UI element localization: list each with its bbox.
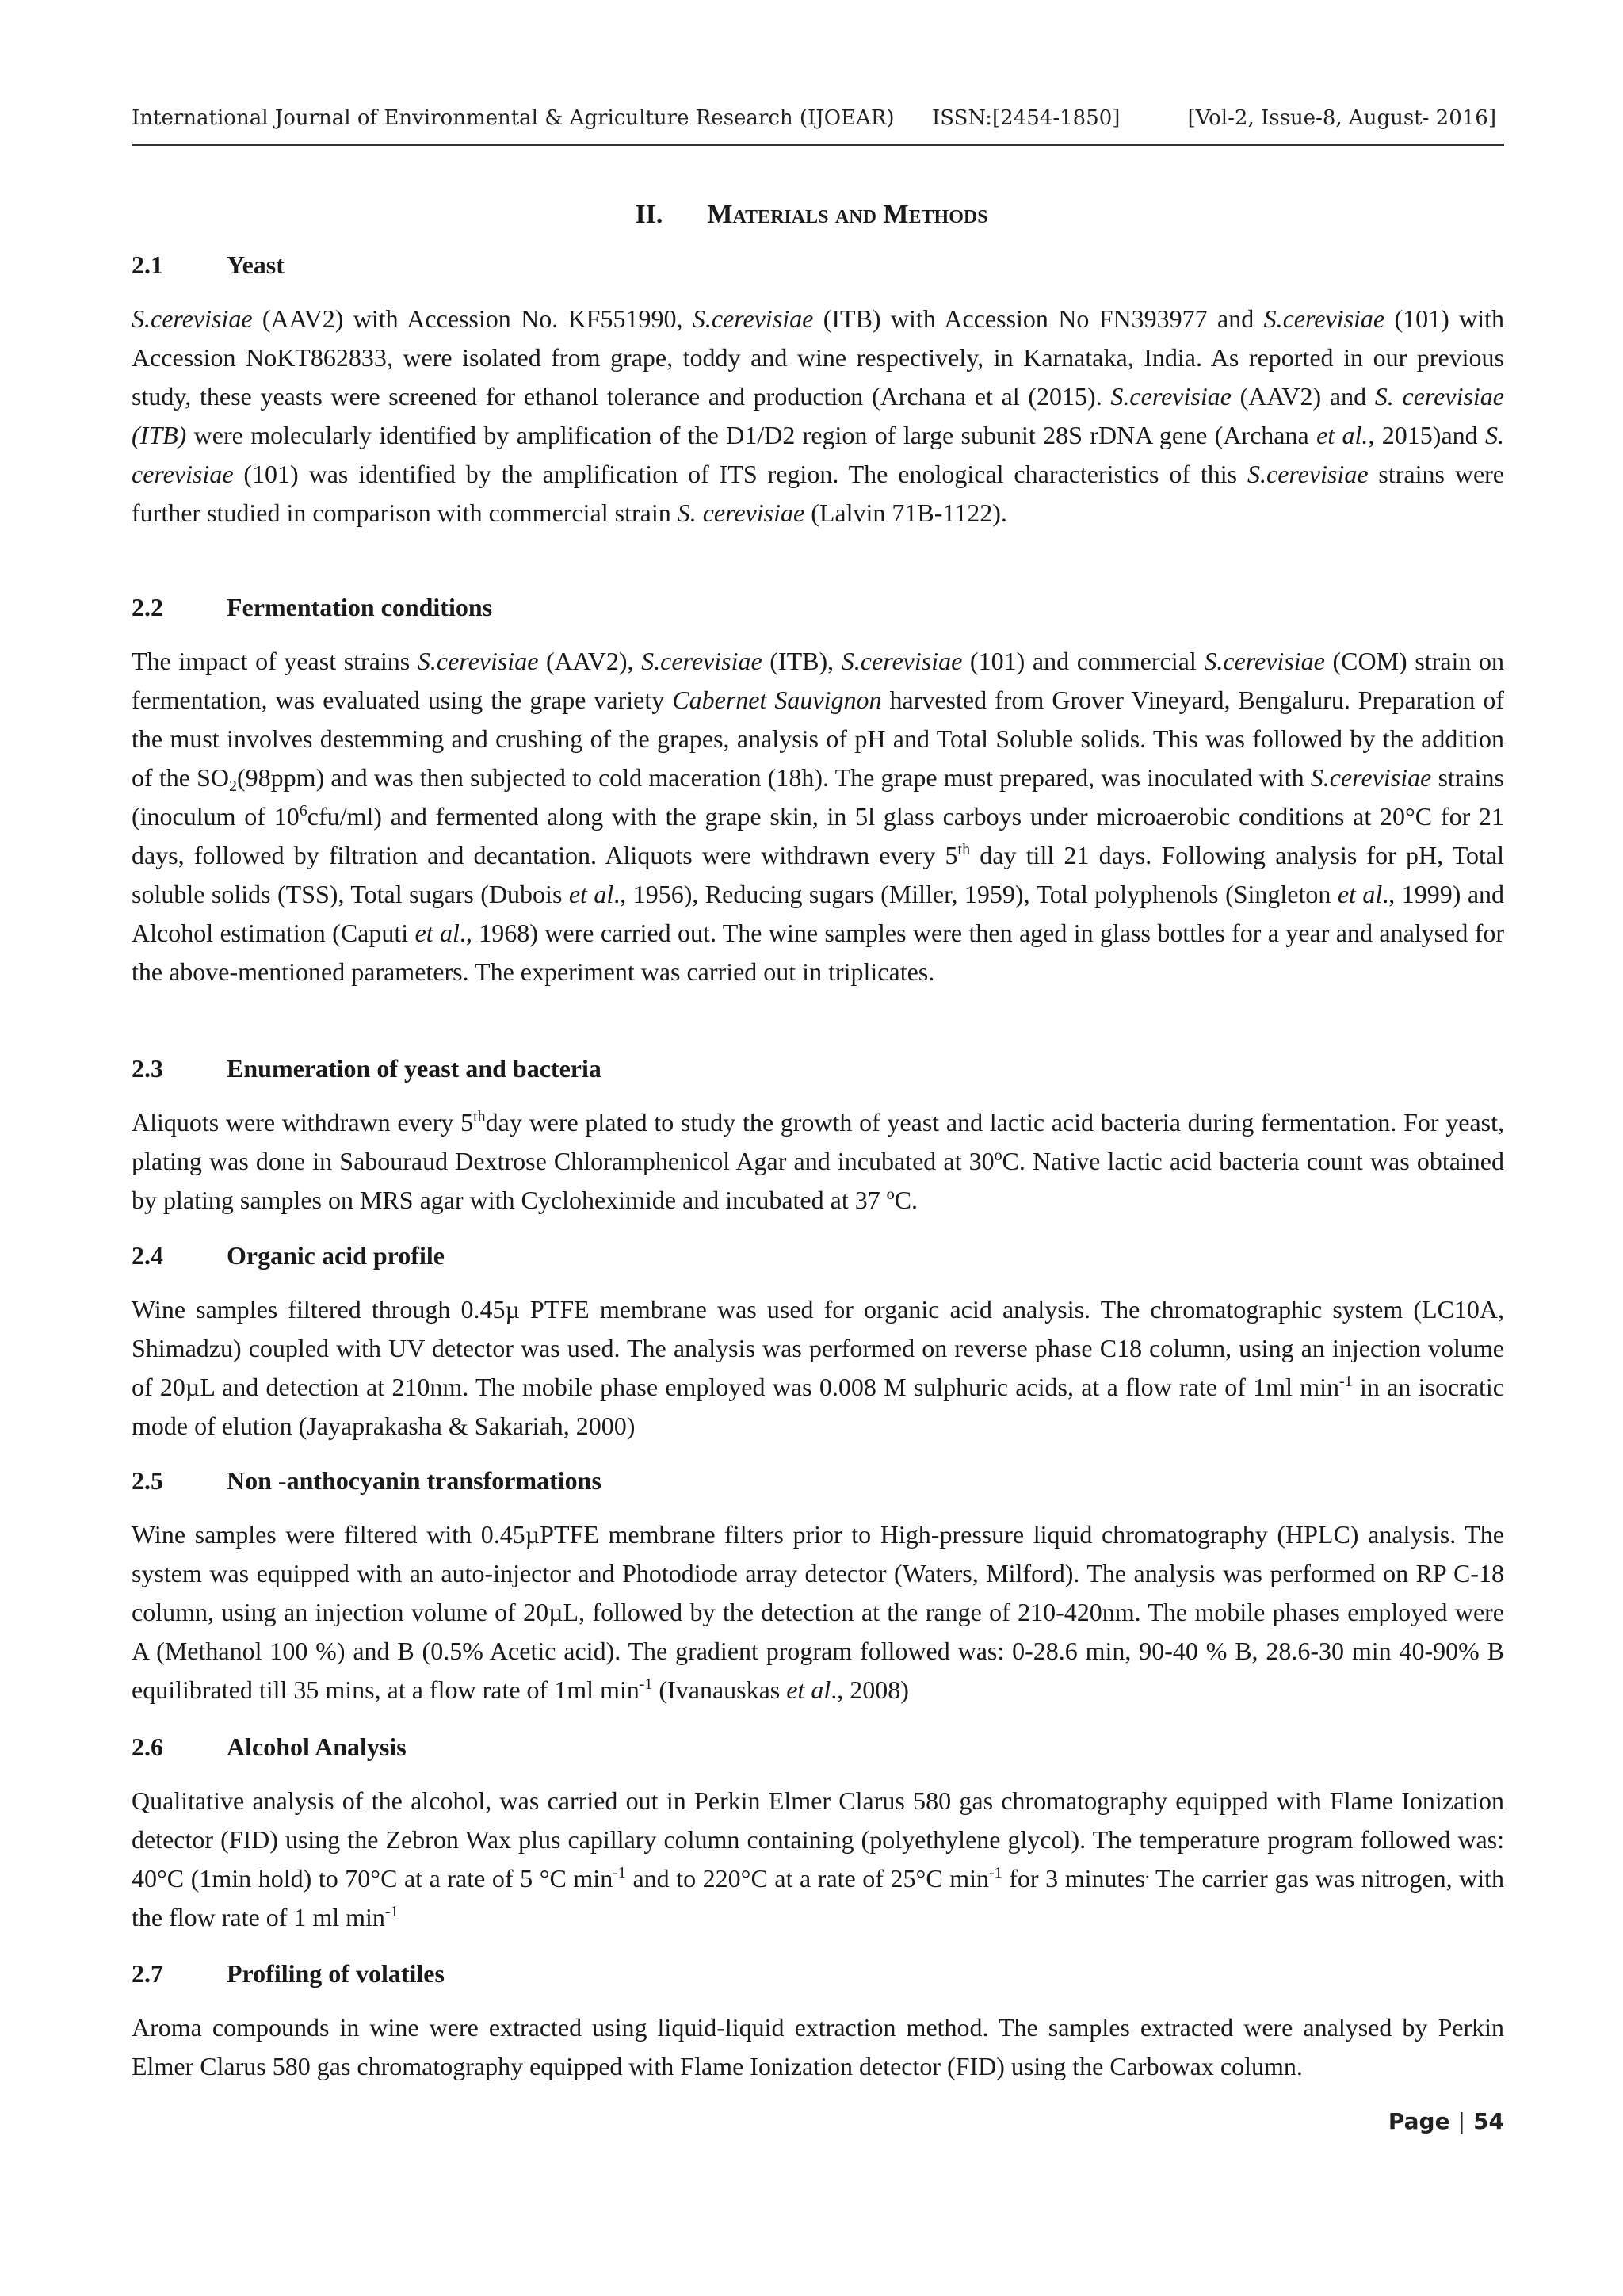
paragraph-enumeration [132,1103,1504,1220]
text-run: day were plated to study the growth of yeast and lactic acid bacteria during fermentation. For yeast, plating was done in Sabouraud Dextrose Chloramphenicol Agar and incubated at 30ºC. Native lactic acid bacteria count was obtained by plating samples on MRS agar with Cycloheximide and incubated at 37 ºC. [132,1108,1505,1214]
text-run: et al [786,1675,831,1704]
issn: ISSN:[2454-1850] [932,106,1121,130]
text-run: -1 [613,1864,626,1881]
text-run: S. cerevisiae [677,499,805,527]
text-run: ., 1956), Reducing sugars (Miller, 1959), Total polyphenols (Singleton [613,880,1338,908]
text-run: -1 [1339,1373,1353,1390]
subsection-heading-2-4 [132,1241,445,1270]
text-run: ., 1968) were carried out. The wine samples were then aged in glass bottles for a year and analysed for the above-mentioned parameters. The experiment was carried out in triplicates. [132,919,1505,986]
running-header [132,100,1504,146]
subsection-number: 2.7 [132,1959,163,1988]
subsection-number: 2.4 [132,1241,163,1270]
text-run: S.cerevisiae [1204,647,1325,675]
paragraph-volatiles [132,2008,1504,2086]
text-run: The impact of yeast strains [132,647,418,675]
text-run: Cabernet Sauvignon [672,686,882,714]
section-name: Materials and Methods [707,200,988,229]
text-run: S. cerevisiae [132,421,1505,488]
text-run: in an isocratic mode of elution (Jayaprakasha & Sakariah, 2000) [132,1373,1505,1440]
text-run: S.cerevisiae [1110,382,1232,411]
text-run: (COM) strain on fermentation [132,647,1505,714]
volume-issue: [Vol-2, Issue-8, August- 2016] [1187,106,1496,130]
text-run: Wine samples were filtered with 0.45µPTFE membrane filters prior to High-pressure liquid chromatography (HPLC) analysis. The system was equipped with an auto-injector and Photodiode array detector (Waters, Milford). The analysis was performed on RP C-18 column, using an injection volume of 20µL, followed by the detection at the range of 210-420nm. The mobile phases employed were A (Methanol 100 %) and B (0.5% Acetic acid). The gradient program followed was: 0-28.6 min, 90-40 % B, 28.6-30 min 40-90% B equilibrated till 35 mins, at a flow rate of 1ml min [132,1520,1504,1704]
text-run: S.cerevisiae [132,304,253,333]
text-run: (Lalvin 71B-1122). [804,499,1007,527]
text-run: (101) with Accession NoKT862833, were isolated from grape, toddy and wine respectively, in Karnataka, India. As reported in our previous study, these yeasts were screened for ethanol tolerance and production (Archana et al (2015). [132,304,1505,411]
text-run: . [1145,1864,1150,1881]
subsection-title: Profiling of volatiles [227,1959,445,1988]
text-run: Aliquots were withdrawn every 5 [132,1108,474,1137]
text-run: (98ppm) and was then subjected to cold maceration (18h). The grape must prepared, was inoculated with [237,763,1311,792]
text-run: 2 [229,777,238,795]
page-number: 54 [1473,2108,1504,2134]
text-run: ., 1999) and Alcohol estimation (Caputi [132,880,1505,947]
text-run: (AAV2), [538,647,642,675]
subsection-heading-2-3 [132,1054,601,1083]
paragraph-fermentation [132,642,1504,991]
text-run: day till 21 days. Following analysis for pH, Total soluble solids (TSS), Total sugars (Dubois [132,841,1505,908]
text-run: th [473,1108,486,1125]
paragraph-non-anthocyanin [132,1515,1504,1710]
text-run: S. cerevisiae (ITB) [132,382,1505,449]
text-run: -1 [639,1675,653,1693]
text-run: S.cerevisiae [1247,460,1369,488]
text-run: Wine samples filtered through 0.45µ PTFE membrane was used for organic acid analysis. The chromatographic system (LC10A, Shimadzu) coupled with UV detector was used. The analysis was performed on reverse phase C18 column, using an injection volume of 20µL and detection at 210nm. The mobile phase employed was 0.008 M sulphuric acids, at a flow rate of 1ml min [132,1295,1504,1401]
text-run: (ITB), [762,647,842,675]
subsection-title: Fermentation conditions [227,593,493,621]
paragraph-organic-acid [132,1290,1504,1446]
text-run: ., 2008) [831,1675,909,1704]
text-run: strains were further studied in comparison with commercial strain [132,460,1505,527]
subsection-number: 2.3 [132,1054,163,1083]
journal-name: International Journal of Environmental & Agriculture Research (IJOEAR) [132,106,895,130]
text-run: S.cerevisiae [1263,304,1385,333]
text-run: for 3 minutes [1002,1864,1146,1893]
text-run: , [261,686,268,714]
text-run: 6 [299,802,307,819]
subsection-number: 2.6 [132,1733,163,1761]
footer-separator: | [1457,2108,1466,2134]
subsection-number: 2.2 [132,593,163,621]
text-run: strains (inoculum of 10 [132,763,1505,831]
text-run: (Ivanauskas [652,1675,787,1704]
text-run: et al [568,880,614,908]
text-run: -1 [989,1864,1002,1881]
page-label: Page [1388,2108,1450,2134]
text-run: S.cerevisiae [417,647,539,675]
text-run: (AAV2) with Accession No. KF551990, [252,304,693,333]
subsection-heading-2-6 [132,1733,407,1762]
text-run: (AAV2) and [1231,382,1375,411]
subsection-number: 2.1 [132,250,163,279]
text-run: harvested from Grover Vineyard, Bengaluru. Preparation of the must involves destemming and crushing of the grapes, analysis of pH and Total Soluble solids. This was followed by the addition of the SO [132,686,1505,792]
text-run: and to 220°C at a rate of 25°C min [625,1864,990,1893]
text-run: S.cerevisiae [841,647,963,675]
text-run: (101) and commercial [962,647,1205,675]
text-run: S.cerevisiae [692,304,814,333]
text-run: S.cerevisiae [641,647,762,675]
subsection-title: Yeast [227,250,285,279]
subsection-title: Enumeration of yeast and bacteria [227,1054,601,1083]
text-run: were molecularly identified by amplification of the D1/D2 region of large subunit 28S rDNA gene (Archana [186,421,1317,449]
text-run: -1 [384,1903,399,1920]
text-run: Aroma compounds in wine were extracted using liquid-liquid extraction method. The samples extracted were analysed by Perkin Elmer Clarus 580 gas chromatography equipped with Flame Ionization detector (FID) using the Carbowax column. [132,2013,1504,2080]
subsection-heading-2-2 [132,593,492,622]
text-run: et al [1337,880,1383,908]
subsection-heading-2-5 [132,1466,601,1496]
subsection-number: 2.5 [132,1466,163,1495]
text-run: (ITB) with Accession No FN393977 and [813,304,1264,333]
paragraph-yeast [132,300,1504,533]
text-run: The carrier gas was nitrogen, with the flow rate of 1 ml min [132,1864,1505,1931]
text-run: et al. [1316,421,1369,449]
section-title [0,200,1623,230]
text-run: , 2015)and [1368,421,1486,449]
text-run: was evaluated using the grape variety [267,686,673,714]
paragraph-alcohol [132,1782,1504,1937]
subsection-heading-2-1 [132,250,285,280]
text-run: (101) was identified by the amplification of ITS region. The enological characteristics of this [233,460,1247,488]
text-run: cfu/ml) and fermented along with the grape skin, in 5l glass carboys under microaerobic conditions at 20°C for 21 days, followed by filtration and decantation. Aliquots were withdrawn every 5 [132,802,1505,869]
subsection-title: Non -anthocyanin transformations [227,1466,601,1495]
subsection-title: Organic acid profile [227,1241,445,1270]
text-run: et al [414,919,460,947]
text-run: S.cerevisiae [1310,763,1432,792]
subsection-heading-2-7 [132,1959,445,1988]
text-run: th [957,841,971,858]
page-footer [1388,2108,1504,2134]
subsection-title: Alcohol Analysis [227,1733,407,1761]
section-number: II. [635,200,663,229]
text-run: Qualitative analysis of the alcohol, was carried out in Perkin Elmer Clarus 580 gas chromatography equipped with Flame Ionization detector (FID) using the Zebron Wax plus capillary column containing (polyethylene glycol). The temperature program followed was: 40°C (1min hold) to 70°C at a rate of 5 °C min [132,1786,1504,1893]
